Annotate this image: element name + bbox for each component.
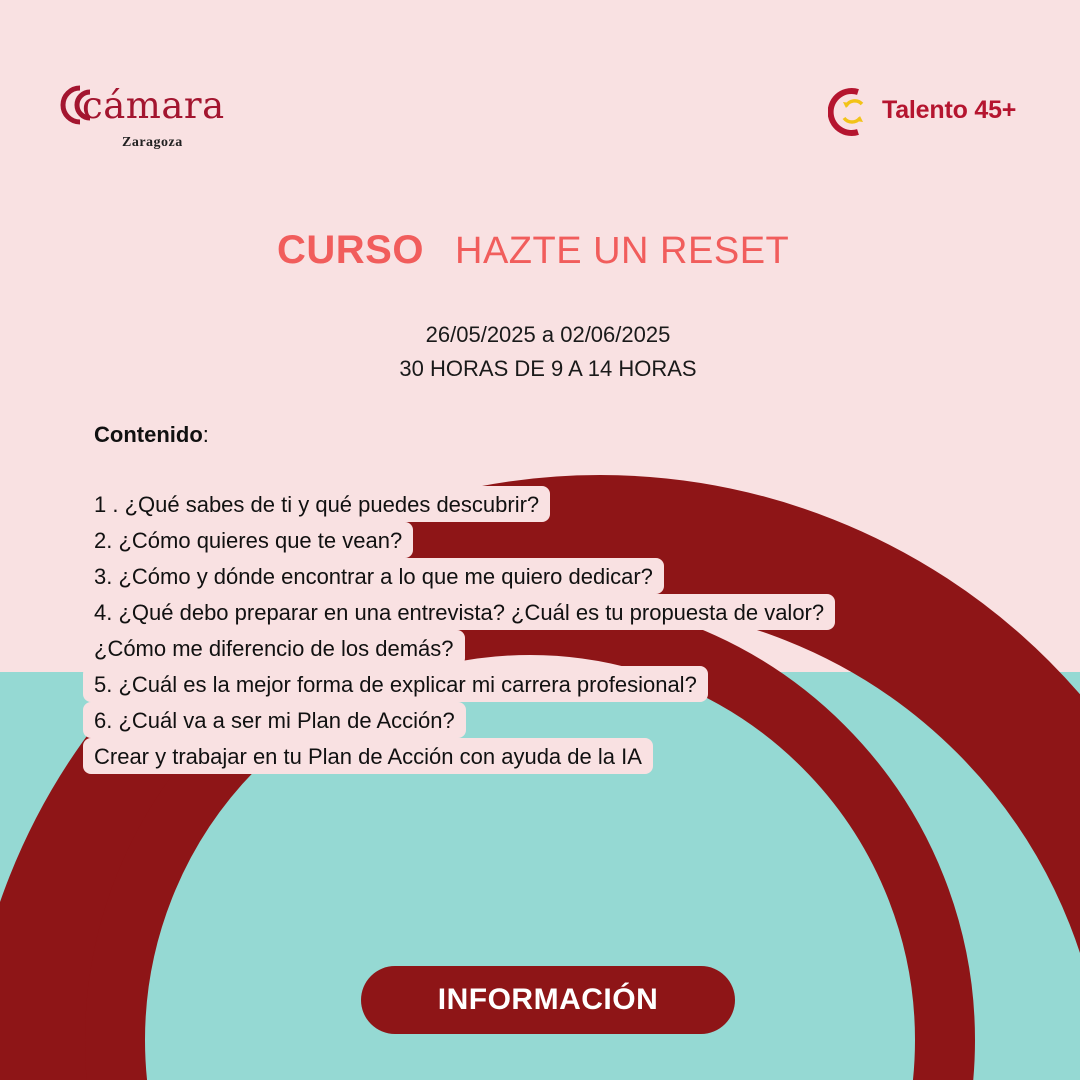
list-item: 4. ¿Qué debo preparar en una entrevista? ¿Cuál es tu propuesta de valor?	[83, 594, 835, 630]
list-item: 1 . ¿Qué sabes de ti y qué puedes descubrir?	[83, 486, 550, 522]
list-item: 5. ¿Cuál es la mejor forma de explicar mi carrera profesional?	[83, 666, 708, 702]
list-item: ¿Cómo me diferencio de los demás?	[83, 630, 465, 666]
course-label: CURSO	[277, 228, 424, 272]
content-list	[83, 486, 1043, 774]
content-heading-colon: :	[202, 422, 209, 447]
list-item: 6. ¿Cuál va a ser mi Plan de Acción?	[83, 702, 466, 738]
content-heading	[94, 422, 209, 448]
list-item: Crear y trabajar en tu Plan de Acción con ayuda de la IA	[83, 738, 653, 774]
course-hours: 30 HORAS DE 9 A 14 HORAS	[399, 356, 697, 381]
circular-arrows-logo-icon	[828, 86, 876, 138]
list-item: 3. ¿Cómo y dónde encontrar a lo que me quiero dedicar?	[83, 558, 664, 594]
camara-wordmark: cámara	[82, 84, 225, 127]
talento-wordmark: Talento 45+	[882, 96, 1017, 124]
information-button[interactable]: INFORMACIÓN	[361, 966, 735, 1034]
course-dates: 26/05/2025 a 02/06/2025	[425, 322, 671, 347]
course-schedule	[0, 318, 1080, 386]
talento-45-logo	[828, 86, 1038, 138]
content-heading-label: Contenido	[94, 422, 203, 447]
camara-city: Zaragoza	[122, 135, 183, 150]
camara-zaragoza-logo	[52, 78, 262, 158]
list-item: 2. ¿Cómo quieres que te vean?	[83, 522, 413, 558]
course-name: HAZTE UN RESET	[455, 230, 790, 272]
